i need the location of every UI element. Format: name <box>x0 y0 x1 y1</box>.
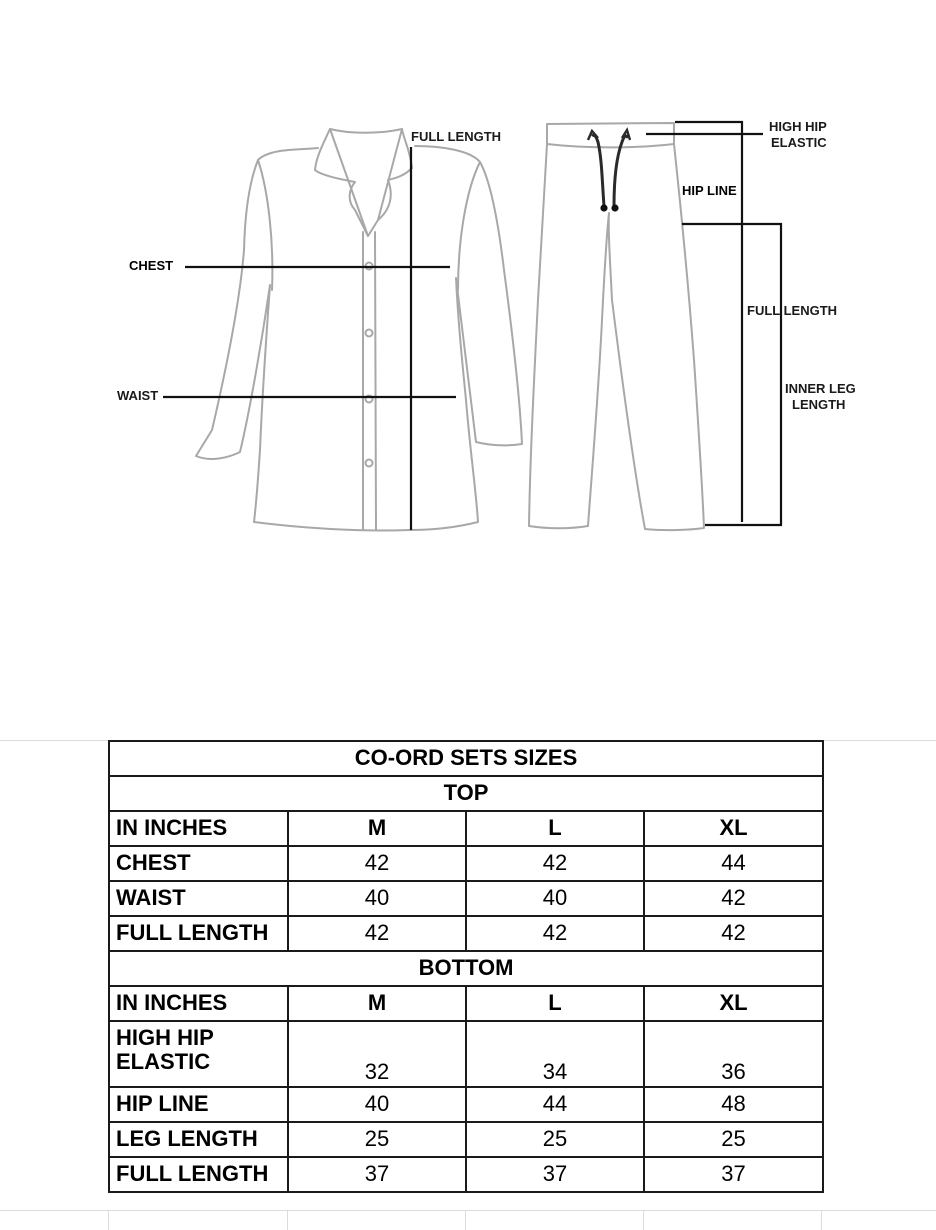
table-row <box>109 916 823 951</box>
cell-value: 32 <box>288 1021 466 1087</box>
high-hip-elastic-label: ELASTIC <box>771 135 827 150</box>
table-row <box>109 1157 823 1192</box>
column-header: XL <box>644 811 823 846</box>
cell-value: 40 <box>288 1087 466 1122</box>
column-header: IN INCHES <box>109 811 288 846</box>
column-header: L <box>466 811 644 846</box>
cell-value: 42 <box>466 916 644 951</box>
row-label: LEG LENGTH <box>109 1122 288 1157</box>
cell-value: 34 <box>466 1021 644 1087</box>
row-label-line: HIGH HIP <box>116 1025 214 1050</box>
cell-value: 25 <box>288 1122 466 1157</box>
sheet-gridline-col <box>287 1210 288 1230</box>
shirt-full-length-label: FULL LENGTH <box>411 129 502 144</box>
shirt-button <box>366 460 373 467</box>
waist-label: WAIST <box>117 388 159 403</box>
cell-value: 25 <box>466 1122 644 1157</box>
size-chart-table <box>108 740 824 1193</box>
cell-value: 48 <box>644 1087 823 1122</box>
cell-value: 25 <box>644 1122 823 1157</box>
sheet-gridline-col <box>821 1210 822 1230</box>
section-title-top: TOP <box>109 776 823 811</box>
inner-leg-length-label: INNER LEG <box>785 381 856 396</box>
inner-leg-length-line <box>682 224 781 525</box>
row-label: CHEST <box>109 846 288 881</box>
pants-full-length-line <box>675 122 742 522</box>
row-label: FULL LENGTH <box>109 916 288 951</box>
section-row-bottom <box>109 951 823 986</box>
header-row-top <box>109 811 823 846</box>
cell-value: 42 <box>288 846 466 881</box>
cell-value: 42 <box>466 846 644 881</box>
cell-value: 42 <box>288 916 466 951</box>
cell-value: 40 <box>466 881 644 916</box>
row-label-line: ELASTIC <box>116 1049 211 1075</box>
shirt-body <box>196 146 522 531</box>
column-header: M <box>288 811 466 846</box>
section-row-top <box>109 776 823 811</box>
pants-outline <box>529 123 704 530</box>
column-header: L <box>466 986 644 1021</box>
row-label: FULL LENGTH <box>109 1157 288 1192</box>
inner-leg-length-label: LENGTH <box>792 397 846 412</box>
table-row <box>109 881 823 916</box>
row-label: HIP LINE <box>109 1087 288 1122</box>
chest-label: CHEST <box>129 258 174 273</box>
cell-value: 36 <box>644 1021 823 1087</box>
cell-value: 42 <box>644 916 823 951</box>
cell-value: 37 <box>288 1157 466 1192</box>
cell-value: 40 <box>288 881 466 916</box>
column-header: M <box>288 986 466 1021</box>
hip-line-label: HIP LINE <box>682 183 737 198</box>
table-row <box>109 1087 823 1122</box>
cell-value: 44 <box>644 846 823 881</box>
pants-full-length-label: FULL LENGTH <box>747 303 838 318</box>
sheet-gridline-col <box>108 1210 109 1230</box>
sheet-gridline-bottom <box>0 1210 936 1211</box>
column-header: IN INCHES <box>109 986 288 1021</box>
table-row <box>109 846 823 881</box>
pants-waistband <box>547 144 674 147</box>
cell-value: 42 <box>644 881 823 916</box>
sheet-gridline-col <box>643 1210 644 1230</box>
cell-value: 37 <box>466 1157 644 1192</box>
high-hip-elastic-label: HIGH HIP <box>769 119 827 134</box>
section-title-bottom: BOTTOM <box>109 951 823 986</box>
shirt-illustration <box>196 129 522 531</box>
row-label <box>109 1021 288 1087</box>
sheet-gridline-col <box>465 1210 466 1230</box>
header-row-bottom <box>109 986 823 1021</box>
column-header: XL <box>644 986 823 1021</box>
table-row <box>109 1122 823 1157</box>
table-row <box>109 1021 823 1087</box>
cell-value: 37 <box>644 1157 823 1192</box>
cell-value: 44 <box>466 1087 644 1122</box>
row-label: WAIST <box>109 881 288 916</box>
drawstring-icon <box>588 130 630 212</box>
table-title-row <box>109 741 823 776</box>
pants-illustration <box>529 123 704 530</box>
shirt-button <box>366 330 373 337</box>
table-title: CO-ORD SETS SIZES <box>109 741 823 776</box>
